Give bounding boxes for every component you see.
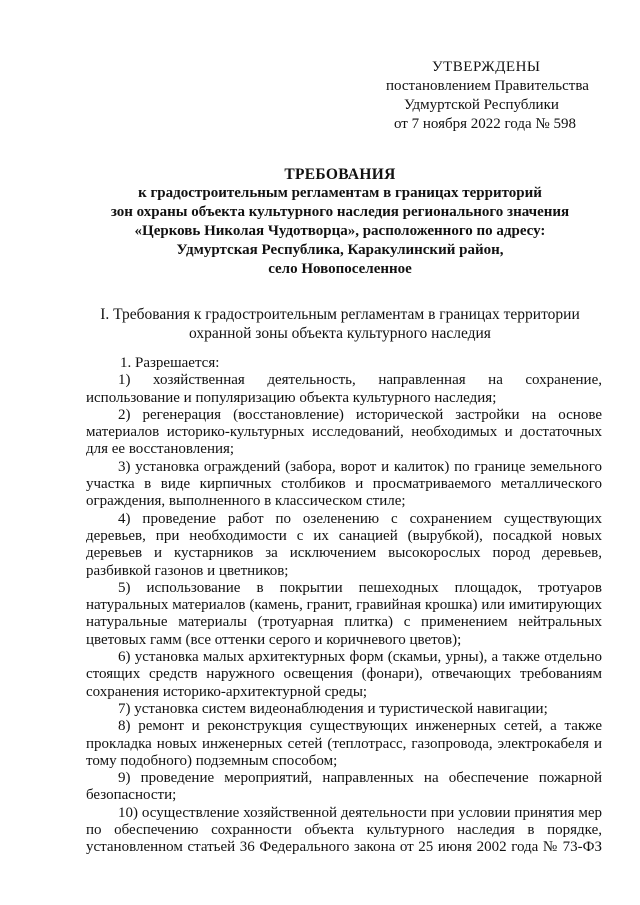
title-main: ТРЕБОВАНИЯ	[284, 166, 396, 183]
approval-line-1: постановлением Правительства	[386, 78, 589, 94]
approval-line-2: Удмуртской Республики	[404, 97, 559, 113]
list-item: 5) использование в покрытии пешеходных площадок, тротуаров натуральных материалов (камень, гранит, гравийная крошка) или имитирующих натуральные материалы (тротуарная плитка) с применением нейтральных цветовых гамм (все оттенки серого и коричневого цветов);	[86, 579, 602, 648]
document-title	[60, 165, 620, 279]
list-item: 2) регенерация (восстановление) исторической застройки на основе материалов историко-культурных исследований, необходимых и достаточных для ее восстановления;	[86, 406, 602, 458]
title-line-2: зон охраны объекта культурного наследия регионального значения	[110, 204, 570, 220]
list-item: 4) проведение работ по озеленению с сохранением существующих деревьев, при необходимости с их санацией (вырубкой), посадкой новых деревьев и кустарников за исключением высокорослых пород деревьев, разбивкой газонов и цветников;	[86, 510, 602, 579]
body-text	[86, 355, 602, 874]
title-line-3: «Церковь Николая Чудотворца», расположенного по адресу:	[134, 223, 546, 239]
section-heading-line-2: охранной зоны объекта культурного наследия	[189, 325, 491, 342]
list-item: 3) установка ограждений (забора, ворот и калиток) по границе земельного участка в виде кирпичных столбиков и просматриваемого металлического ограждения, выполненного в классическом стиле;	[86, 458, 602, 510]
approval-title: УТВЕРЖДЕНЫ	[432, 59, 541, 75]
list-item: 10) осуществление хозяйственной деятельности при условии принятия мер по обеспечению сохранности объекта культурного наследия в порядке, установленном статьей 36 Федерального закона от 25 июня 2002 года № 73-ФЗ	[86, 804, 602, 856]
title-line-5: село Новопоселенное	[268, 261, 412, 277]
section-heading	[80, 305, 600, 343]
list-item: 1) хозяйственная деятельность, направленная на сохранение, использование и популяризацию объекта культурного наследия;	[86, 372, 602, 406]
list-item: 6) установка малых архитектурных форм (скамьи, урны), а также отдельно стоящих средств наружного освещения (фонари), отвечающих требованиям сохранения историко-архитектурной среды;	[86, 649, 602, 700]
approval-line-3: от 7 ноября 2022 года № 598	[394, 116, 576, 132]
list-item: 7) установка систем видеонаблюдения и туристической навигации;	[118, 700, 548, 717]
approval-stamp	[340, 58, 610, 134]
list-item: 8) ремонт и реконструкция существующих инженерных сетей, а также прокладка новых инженерных сетей (теплотрасс, газопровода, электрокабеля и тому подобного) подземным способом;	[86, 718, 602, 769]
title-line-1: к градостроительным регламентам в границах территорий	[138, 185, 542, 201]
section-heading-line-1: I. Требования к градостроительным регламентам в границах территории	[100, 306, 580, 323]
clause-lead: 1. Разрешается:	[120, 355, 220, 371]
title-line-4: Удмуртская Республика, Каракулинский район,	[176, 242, 504, 258]
list-item: 9) проведение мероприятий, направленных на обеспечение пожарной безопасности;	[86, 770, 602, 804]
